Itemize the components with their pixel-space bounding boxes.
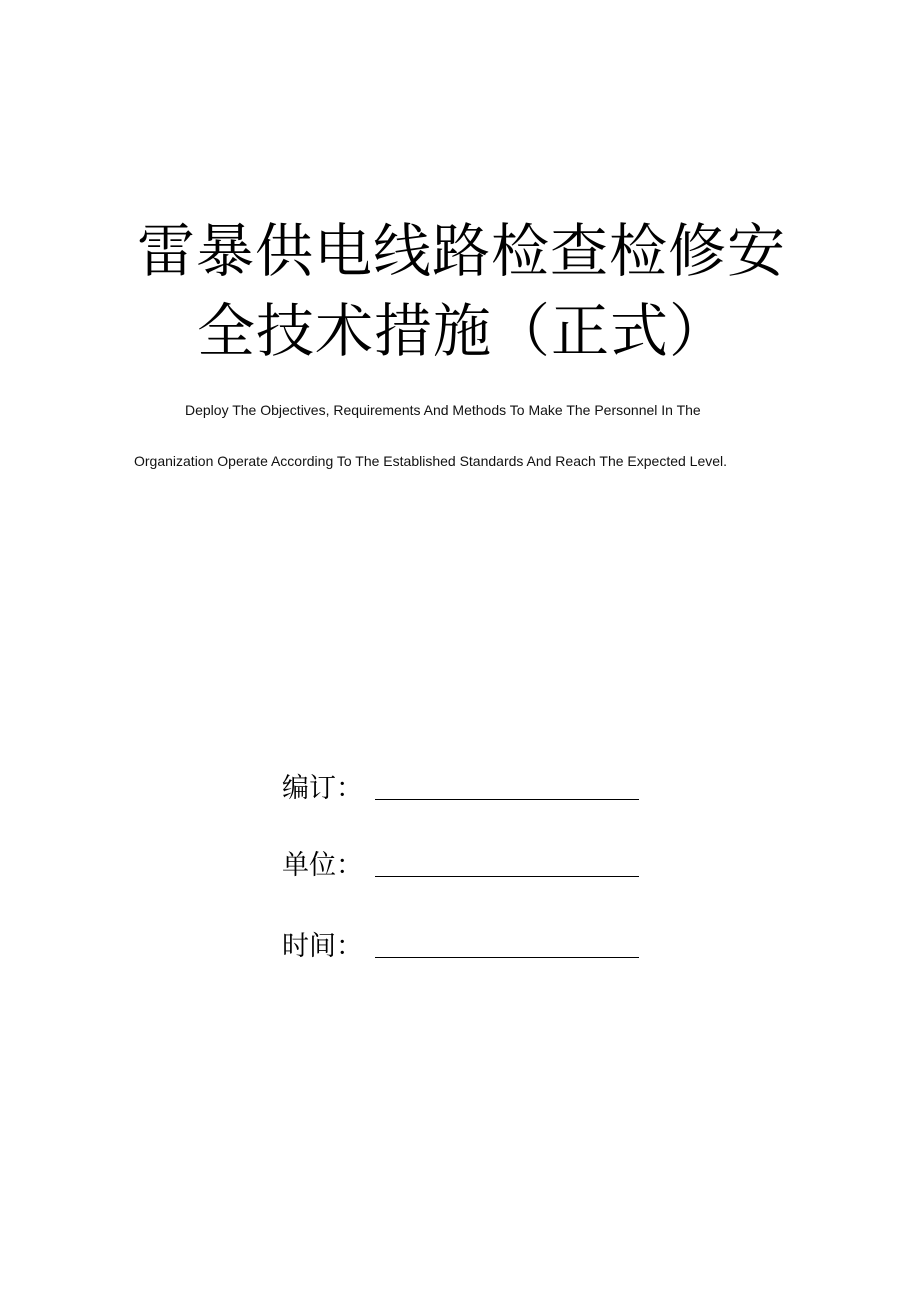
document-subtitle-line-1: Deploy The Objectives, Requirements And Methods To Make The Personnel In The bbox=[185, 402, 701, 418]
time-field bbox=[282, 924, 639, 964]
compiler-field-label: 编订： bbox=[282, 773, 363, 804]
document-subtitle-line-2: Organization Operate According To The Established Standards And Reach The Expected Level. bbox=[134, 453, 728, 469]
time-field-blank-line bbox=[375, 957, 639, 958]
document-title-line-1: 雷暴供电线路检查检修安 bbox=[137, 217, 787, 285]
compiler-field bbox=[282, 766, 639, 806]
unit-field-label: 单位： bbox=[282, 850, 363, 881]
unit-field bbox=[282, 843, 639, 883]
document-title-line-2: 全技术措施（正式） bbox=[197, 297, 729, 365]
compiler-field-blank-line bbox=[375, 799, 639, 800]
unit-field-blank-line bbox=[375, 876, 639, 877]
time-field-label: 时间： bbox=[282, 931, 363, 962]
